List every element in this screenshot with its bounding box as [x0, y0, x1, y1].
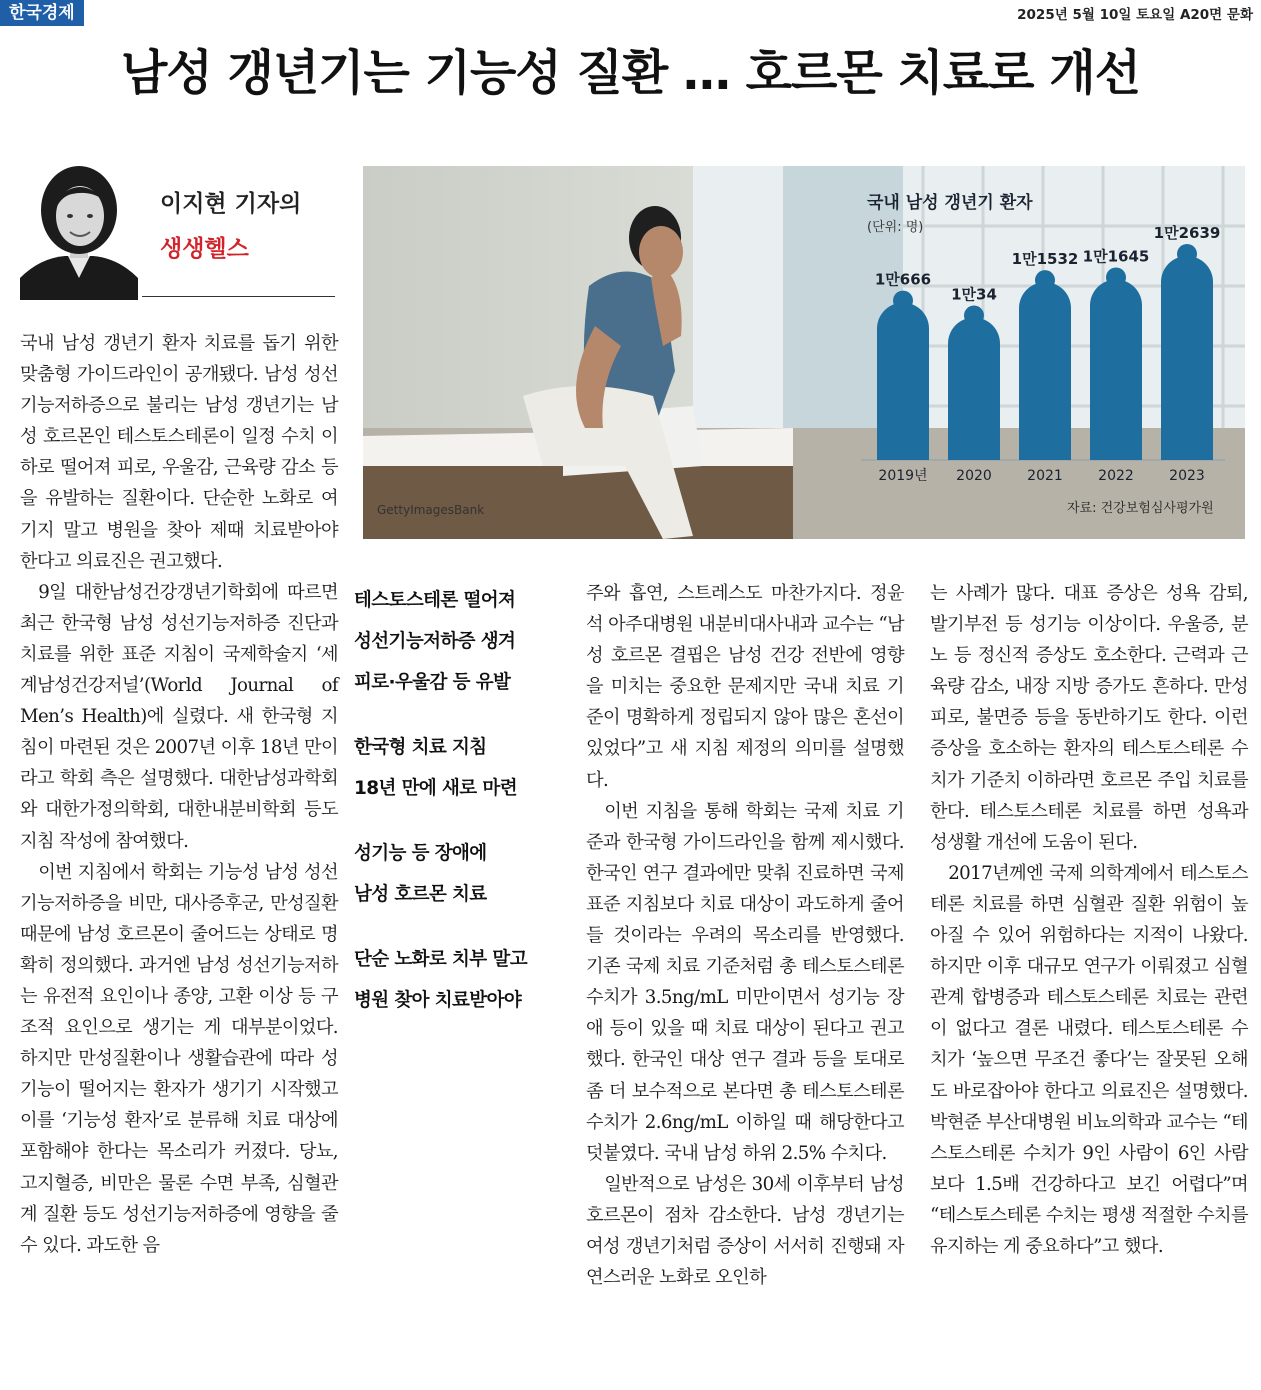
- chart-category-label: 2023: [1169, 468, 1205, 484]
- article-paragraph: 주와 흡연, 스트레스도 마찬가지다. 정윤석 아주대병원 내분비대사내과 교수는 “남성 호르몬 결핍은 남성 건강 전반에 영향을 미치는 중요한 문제지만 국내 치료 기준이 명확하게 정립되지 않아 많은 혼선이 있었다”고 새 지침 제정의 의미를 설명했다.: [586, 583, 904, 791]
- article-paragraph: 이번 지침에서 학회는 기능성 남성 성선기능저하증을 비만, 대사증후군, 만성질환 때문에 남성 호르몬이 줄어드는 상태로 명확히 정의했다. 과거엔 남성 성선기능저하는 유전적 요인이나 종양, 고환 이상 등 구조적 요인으로 생기는 게 대부분이었다. 하지만 만성질환이나 생활습관에 따라 성기능이 떨어지는 환자가 생기기 시작했고 이를 ‘기능성 환자’로 분류해 치료 대상에 포함해야 한다는 목소리가 커졌다. 당뇨, 고지혈증, 비만은 물론 수면 부족, 심혈관계 질환 등도 성선기능저하증에 영향을 줄 수 있다. 과도한 음: [20, 861, 338, 1256]
- chart-category-label: 2021: [1027, 468, 1063, 484]
- column-series-title: 생생헬스: [160, 236, 249, 262]
- chart-bar-cap: [1106, 267, 1126, 287]
- chart-bar-group: [875, 271, 931, 484]
- subhead-line: 18년 만에 새로 마련: [354, 778, 517, 799]
- chart-value-label: 1만1532: [1011, 250, 1079, 269]
- photo-credit: GettyImagesBank: [377, 503, 485, 517]
- chart-title: 국내 남성 갱년기 환자: [867, 193, 1033, 213]
- subhead-line: 병원 찾아 치료받아야: [354, 990, 522, 1011]
- columnist-divider: [142, 296, 335, 297]
- chart-bar-cap: [1177, 244, 1197, 264]
- subhead-line: 피로·우울감 등 유발: [354, 672, 511, 693]
- subhead-line: 남성 호르몬 치료: [354, 884, 487, 905]
- portrait-illustration: [20, 160, 138, 300]
- headline: 남성 갱년기는 기능성 질환 … 호르몬 치료로 개선: [121, 45, 1140, 101]
- chart-bar-cap: [1035, 270, 1055, 290]
- chart-value-label: 1만666: [874, 270, 932, 289]
- article-column-3: [586, 578, 904, 1293]
- subhead-line: 단순 노화로 치부 말고: [354, 949, 527, 970]
- subhead-group: [354, 727, 569, 809]
- article-column-1: [20, 328, 338, 1261]
- chart-bar: [1090, 279, 1142, 460]
- subhead-group: [354, 580, 569, 703]
- chart-category-label: 2020: [956, 468, 992, 484]
- chart-bar-group: [948, 286, 1000, 484]
- columnist-portrait: [20, 160, 138, 300]
- subhead-line: 성기능 등 장애에: [354, 843, 487, 864]
- chart-bar-cap: [893, 291, 913, 311]
- article-paragraph: 9일 대한남성건강갱년기학회에 따르면 최근 한국형 남성 성선기능저하증 진단과 치료를 위한 표준 지침이 국제학술지 ‘세계남성건강저널’(World Journal of Men’s Health)에 실렸다. 새 한국형 지침이 마련된 것은 2007년 이후 18년 만이라고 학회 측은 설명했다. 대한남성과학회와 대한가정의학회, 대한내분비학회 등도 지침 작성에 참여했다.: [20, 581, 338, 852]
- chart-value-label: 1만1645: [1082, 247, 1150, 266]
- newspaper-logo: 한국경제: [0, 0, 84, 26]
- article-photo: [363, 166, 1245, 539]
- chart-bar: [1019, 282, 1071, 460]
- chart-bar: [948, 318, 1000, 460]
- chart-unit: (단위: 명): [867, 220, 924, 235]
- chart-value-label: 1만2639: [1153, 224, 1221, 242]
- subhead-line: 한국형 치료 지침: [354, 737, 487, 758]
- article-paragraph: 는 사례가 많다. 대표 증상은 성욕 감퇴, 발기부전 등 성기능 이상이다. 우울증, 분노 등 정신적 증상도 호소한다. 근력과 근육량 감소, 내장 지방 증가도 흔하다. 만성피로, 불면증 등을 동반하기도 한다. 이런 증상을 호소하는 환자의 테스토스테론 수치가 기준치 이하라면 호르몬 주입 치료를 한다. 테스토스테론 치료를 하면 성욕과 성생활 개선에 도움이 된다.: [930, 583, 1248, 853]
- article-column-4: [930, 578, 1248, 1262]
- article-paragraph: 국내 남성 갱년기 환자 치료를 돕기 위한 맞춤형 가이드라인이 공개됐다. 남성 성선기능저하증으로 불리는 남성 갱년기는 남성 호르몬인 테스토스테론이 일정 수치 이하로 떨어져 피로, 우울감, 근육량 감소 등을 유발하는 질환이다. 단순한 노화로 여기지 말고 병원을 찾아 제때 치료받아야 한다고 의료진은 권고했다.: [20, 333, 338, 572]
- chart-bar: [877, 303, 929, 460]
- article-paragraph: 일반적으로 남성은 30세 이후부터 남성 호르몬이 점차 감소한다. 남성 갱년기는 여성 갱년기처럼 증상이 서서히 진행돼 자연스러운 노화로 오인하: [586, 1173, 904, 1289]
- columnist-byline: [160, 185, 301, 263]
- issue-info: 2025년 5월 10일 토요일 A20면 문화: [1017, 7, 1253, 23]
- chart-category-label: 2022: [1098, 468, 1134, 484]
- chart-bar-cap: [964, 306, 984, 326]
- chart-value-label: 1만34: [951, 285, 997, 304]
- subheadings: [354, 580, 569, 1045]
- article-paragraph: 이번 지침을 통해 학회는 국제 치료 기준과 한국형 가이드라인을 함께 제시했다. 한국인 연구 결과에만 맞춰 진료하면 국제 표준 지침보다 치료 대상이 과도하게 줄어들 것이라는 우려의 목소리를 반영했다. 기존 국제 치료 기준처럼 총 테스토스테론 수치가 3.5ng/mL 미만이면서 성기능 장애 등이 있을 때 치료 대상이 된다고 권고했다. 한국인 대상 연구 결과 등을 토대로 좀 더 보수적으로 본다면 총 테스토스테론 수치가 2.6ng/mL 이하일 때 해당한다고 덧붙였다. 국내 남성 하위 2.5% 수치다.: [586, 800, 904, 1164]
- subhead-line: 테스토스테론 떨어져: [354, 590, 516, 611]
- subhead-group: [354, 939, 569, 1021]
- patient-bar-chart: [853, 196, 1233, 496]
- chart-bar-group: [1083, 247, 1150, 484]
- subhead-line: 성선기능저하증 생겨: [354, 631, 516, 652]
- subhead-group: [354, 833, 569, 915]
- chart-bar: [1161, 256, 1213, 460]
- chart-bar-group: [1154, 224, 1221, 484]
- chart-bar-group: [1012, 250, 1079, 484]
- columnist-author: 이지현 기자의: [160, 191, 302, 217]
- article-paragraph: 2017년께엔 국제 의학계에서 테스토스테론 치료를 하면 심혈관 질환 위험이 높아질 수 있어 위험하다는 지적이 나왔다. 하지만 이후 대규모 연구가 이뤄졌고 심혈관계 합병증과 테스토스테론 치료는 관련이 없다고 결론 내렸다. 테스토스테론 수치가 ‘높으면 무조건 좋다’는 잘못된 오해도 바로잡아야 한다고 의료진은 설명했다. 박현준 부산대병원 비뇨의학과 교수는 “테스토스테론 수치가 9인 사람이 6인 사람보다 1.5배 건강하다고 보긴 어렵다”며 “테스토스테론 수치는 평생 적절한 수치를 유지하는 게 중요하다”고 했다.: [930, 862, 1248, 1257]
- chart-category-label: 2019년: [878, 468, 928, 484]
- chart-source: 자료: 건강보험심사평가원: [1067, 501, 1214, 516]
